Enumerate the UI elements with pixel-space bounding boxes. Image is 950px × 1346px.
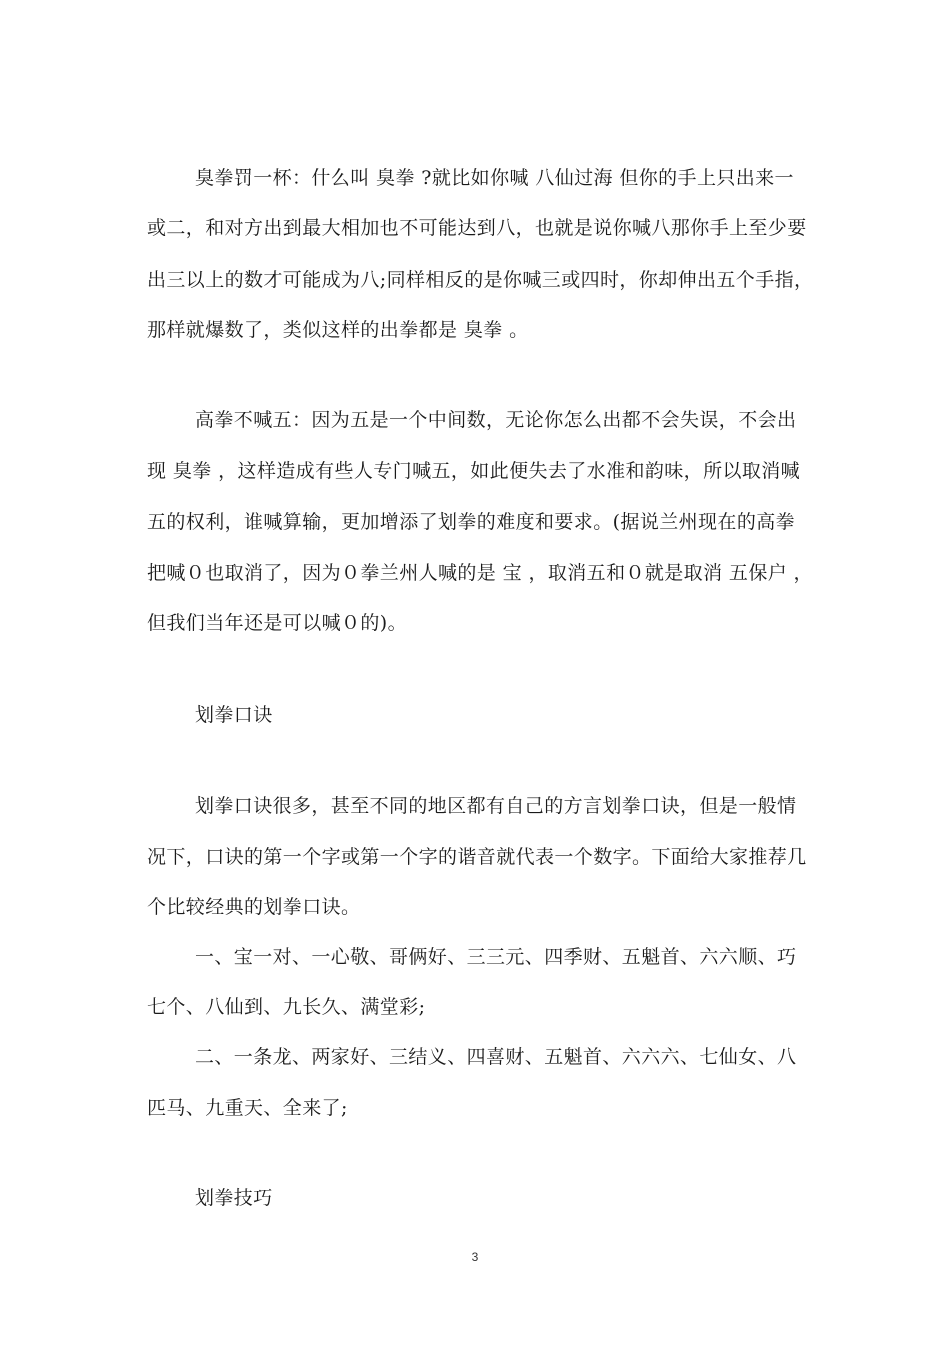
text-line: 一、宝一对、一心敬、哥俩好、三三元、四季财、五魁首、六六顺、巧 bbox=[195, 946, 797, 968]
text-line: 划拳口诀很多，甚至不同的地区都有自己的方言划拳口诀，但是一般情 bbox=[195, 795, 797, 817]
page-number: 3 bbox=[471, 1250, 479, 1264]
text-line: 高拳不喊五：因为五是一个中间数，无论你怎么出都不会失误，不会出 bbox=[195, 409, 797, 431]
text-line: 况下，口诀的第一个字或第一个字的谐音就代表一个数字。下面给大家推荐几 bbox=[147, 846, 807, 868]
text-line: 七个、八仙到、九长久、满堂彩; bbox=[147, 996, 426, 1018]
text-line: 把喊０也取消了，因为０拳兰州人喊的是 宝 ，取消五和０就是取消 五保户 ， bbox=[147, 562, 813, 584]
text-line: 现 臭拳 ，这样造成有些人专门喊五，如此便失去了水准和韵味，所以取消喊 bbox=[147, 460, 801, 482]
text-line: 个比较经典的划拳口诀。 bbox=[147, 896, 361, 918]
text-line: 那样就爆数了，类似这样的出拳都是 臭拳 。 bbox=[147, 319, 529, 341]
text-line: 出三以上的数才可能成为八;同样相反的是你喊三或四时，你却伸出五个手指， bbox=[147, 269, 814, 291]
text-line: 或二，和对方出到最大相加也不可能达到八，也就是说你喊八那你手上至少要 bbox=[147, 217, 807, 239]
text-line: 但我们当年还是可以喊０的)。 bbox=[147, 612, 408, 634]
text-line: 五的权利，谁喊算输，更加增添了划拳的难度和要求。(据说兰州现在的高拳 bbox=[147, 511, 796, 533]
section-heading-jiqiao: 划拳技巧 bbox=[195, 1187, 273, 1209]
text-line: 匹马、九重天、全来了; bbox=[147, 1097, 348, 1119]
section-heading-koujue: 划拳口诀 bbox=[195, 704, 273, 726]
text-line: 臭拳罚一杯：什么叫 臭拳 ?就比如你喊 八仙过海 但你的手上只出来一 bbox=[195, 167, 794, 189]
text-line: 二、一条龙、两家好、三结义、四喜财、五魁首、六六六、七仙女、八 bbox=[195, 1046, 797, 1068]
